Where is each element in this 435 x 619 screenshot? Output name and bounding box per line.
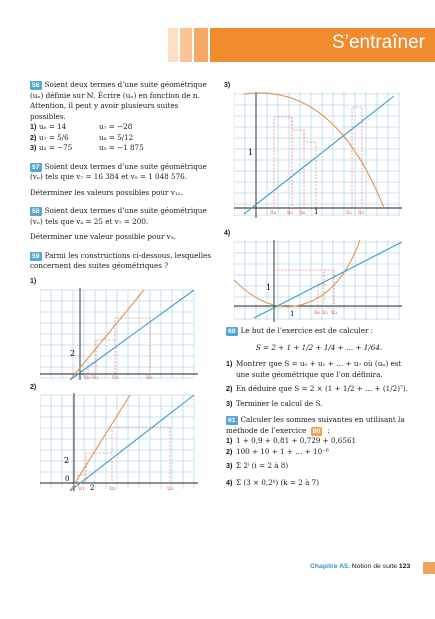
tick-label: u₀ <box>84 373 91 380</box>
exercise-item: 1) Montrer que S = u₀ + u₁ + … + u₇ où (uₙ) est une suite géométrique que l’on définira. <box>226 359 402 379</box>
tick-label: 2 <box>90 484 95 491</box>
tick-label: 1 <box>290 310 295 318</box>
graph-2 <box>40 393 200 491</box>
blue-line <box>70 290 194 380</box>
tick-label: u₀ <box>314 309 321 316</box>
graph-3 <box>234 92 404 218</box>
origin-label: 0 <box>65 475 70 483</box>
banner-square <box>180 28 192 62</box>
exercise-item: 3) Terminer le calcul de S. <box>226 398 323 408</box>
exercise-number: 58 <box>32 208 40 215</box>
tick-label: u₁ <box>322 309 329 316</box>
exercise-item: 3) Σ 2ⁱ (i = 2 à 8) <box>226 461 289 470</box>
graph-label: 3) <box>224 82 231 89</box>
tick-label: 1 <box>248 148 254 157</box>
exercise-59 <box>30 251 212 272</box>
exercise-text: Soient deux termes d’une suite géométrique (vₙ) tels que v₄ = 25 et v₇ = 200. <box>30 206 207 226</box>
banner-square <box>168 28 178 62</box>
exercise-item: 2) En déduire que S = 2 × (1 + 1/2 + … + (1/2)⁷). <box>226 384 409 393</box>
tick-label: 1 <box>314 208 319 216</box>
exercise-56 <box>30 80 212 154</box>
exercise-item: 1) u₆ = 14 u₇ = −28 <box>30 122 133 131</box>
tick-label: u₃ <box>167 484 174 491</box>
blue-line <box>70 395 194 491</box>
formula: S = 2 + 1 + 1/2 + 1/4 + … + 1/64. <box>255 342 383 352</box>
exercise-text: Soient deux termes d’une suite géométrique (uₙ) définie sur ℕ. Écrire (uₙ) en fonction de n. Attention, il peut y avoir plusieurs suites possibles. <box>30 80 207 121</box>
exercise-57 <box>30 162 212 199</box>
graph-label: 1) <box>30 278 37 285</box>
tick-label: u₁ <box>92 373 99 380</box>
tick-label: 2 <box>64 456 70 465</box>
exercise-58 <box>30 206 212 243</box>
right-column <box>226 326 412 494</box>
tick-label: u₂ <box>109 484 116 491</box>
graph-4 <box>234 240 404 322</box>
orange-line <box>70 395 130 491</box>
tick-label: u₁ <box>78 484 85 491</box>
exercise-61: 61 Calculer les sommes suivantes en utilisant la méthode de l’exercice 60 : 1) 1 + 0,9 + 0,81 + 0,729 + 0,6561 2) 100 + 10 + 1 + … + 10⁻⁶ 3) Σ 2ⁱ (i = 2 à 8) 4) Σ (3 × 0,2ᵏ) (k = 2 à 7) <box>226 415 412 488</box>
exercise-reference[interactable]: 60 <box>312 427 321 435</box>
tick-label: u₂ <box>112 373 119 380</box>
page-footer <box>310 563 410 570</box>
exercise-item: 3) u₃ = −75 u₅ = −1 875 <box>30 143 144 152</box>
exercise-question: Déterminer les valeurs possibles pour v₁₂. <box>30 187 183 197</box>
chapter-label: Chapitre A5. <box>310 563 350 570</box>
graph-label: 4) <box>224 230 231 237</box>
exercise-number: 60 <box>228 328 236 335</box>
exercise-item: 2) u₇ = 5/6 u₈ = 5/12 <box>30 132 134 142</box>
header-banner <box>168 28 435 62</box>
exercise-number: 57 <box>32 163 40 171</box>
tick-label: u₅ <box>287 209 294 216</box>
tick-label: u₃ <box>146 373 153 380</box>
exercise-number: 61 <box>228 417 236 424</box>
chapter-title: Notion de suite <box>351 563 398 570</box>
tick-label: u₃ <box>331 309 338 316</box>
graph-label: 2) <box>30 384 37 391</box>
tick-label: u₆ <box>299 209 306 216</box>
page-number: 123 <box>398 563 411 570</box>
tick-label: 1 <box>266 283 272 292</box>
exercise-60 <box>226 326 412 409</box>
exercise-item: 2) 100 + 10 + 1 + … + 10⁻⁶ <box>226 446 329 456</box>
exercise-number: 59 <box>32 252 40 260</box>
graph-1 <box>40 288 200 380</box>
blue-line <box>254 242 402 318</box>
exercise-question: Déterminer une valeur possible pour v₉. <box>30 232 176 241</box>
left-column <box>30 80 212 278</box>
tick-label: u₄ <box>270 209 277 216</box>
orange-curve <box>244 93 384 208</box>
banner-square <box>194 28 208 62</box>
tick-label: u₃ <box>358 209 365 216</box>
tick-label: u₁ <box>346 209 353 216</box>
blue-line <box>244 96 394 214</box>
page-title: S’entraîner <box>332 32 425 53</box>
exercise-text: Le but de l’exercice est de calculer : <box>240 326 374 335</box>
exercise-text: Calculer les sommes suivantes en utilisant la méthode de l’exercice <box>226 415 405 435</box>
tick-label: 2 <box>70 349 76 358</box>
exercise-text: Soient deux termes d’une suite géométrique (vₙ) tels que v₇ = 16 384 et v₉ = 1 048 576. <box>30 161 207 181</box>
exercise-number: 56 <box>32 82 40 89</box>
exercise-text: Parmi les constructions ci-dessous, lesquelles concernent des suites géométriques ? <box>30 250 211 270</box>
exercise-item: 4) Σ (3 × 0,2ᵏ) (k = 2 à 7) <box>226 477 320 487</box>
page-tab <box>423 562 435 574</box>
exercise-item: 1) 1 + 0,9 + 0,81 + 0,729 + 0,6561 <box>226 436 357 445</box>
